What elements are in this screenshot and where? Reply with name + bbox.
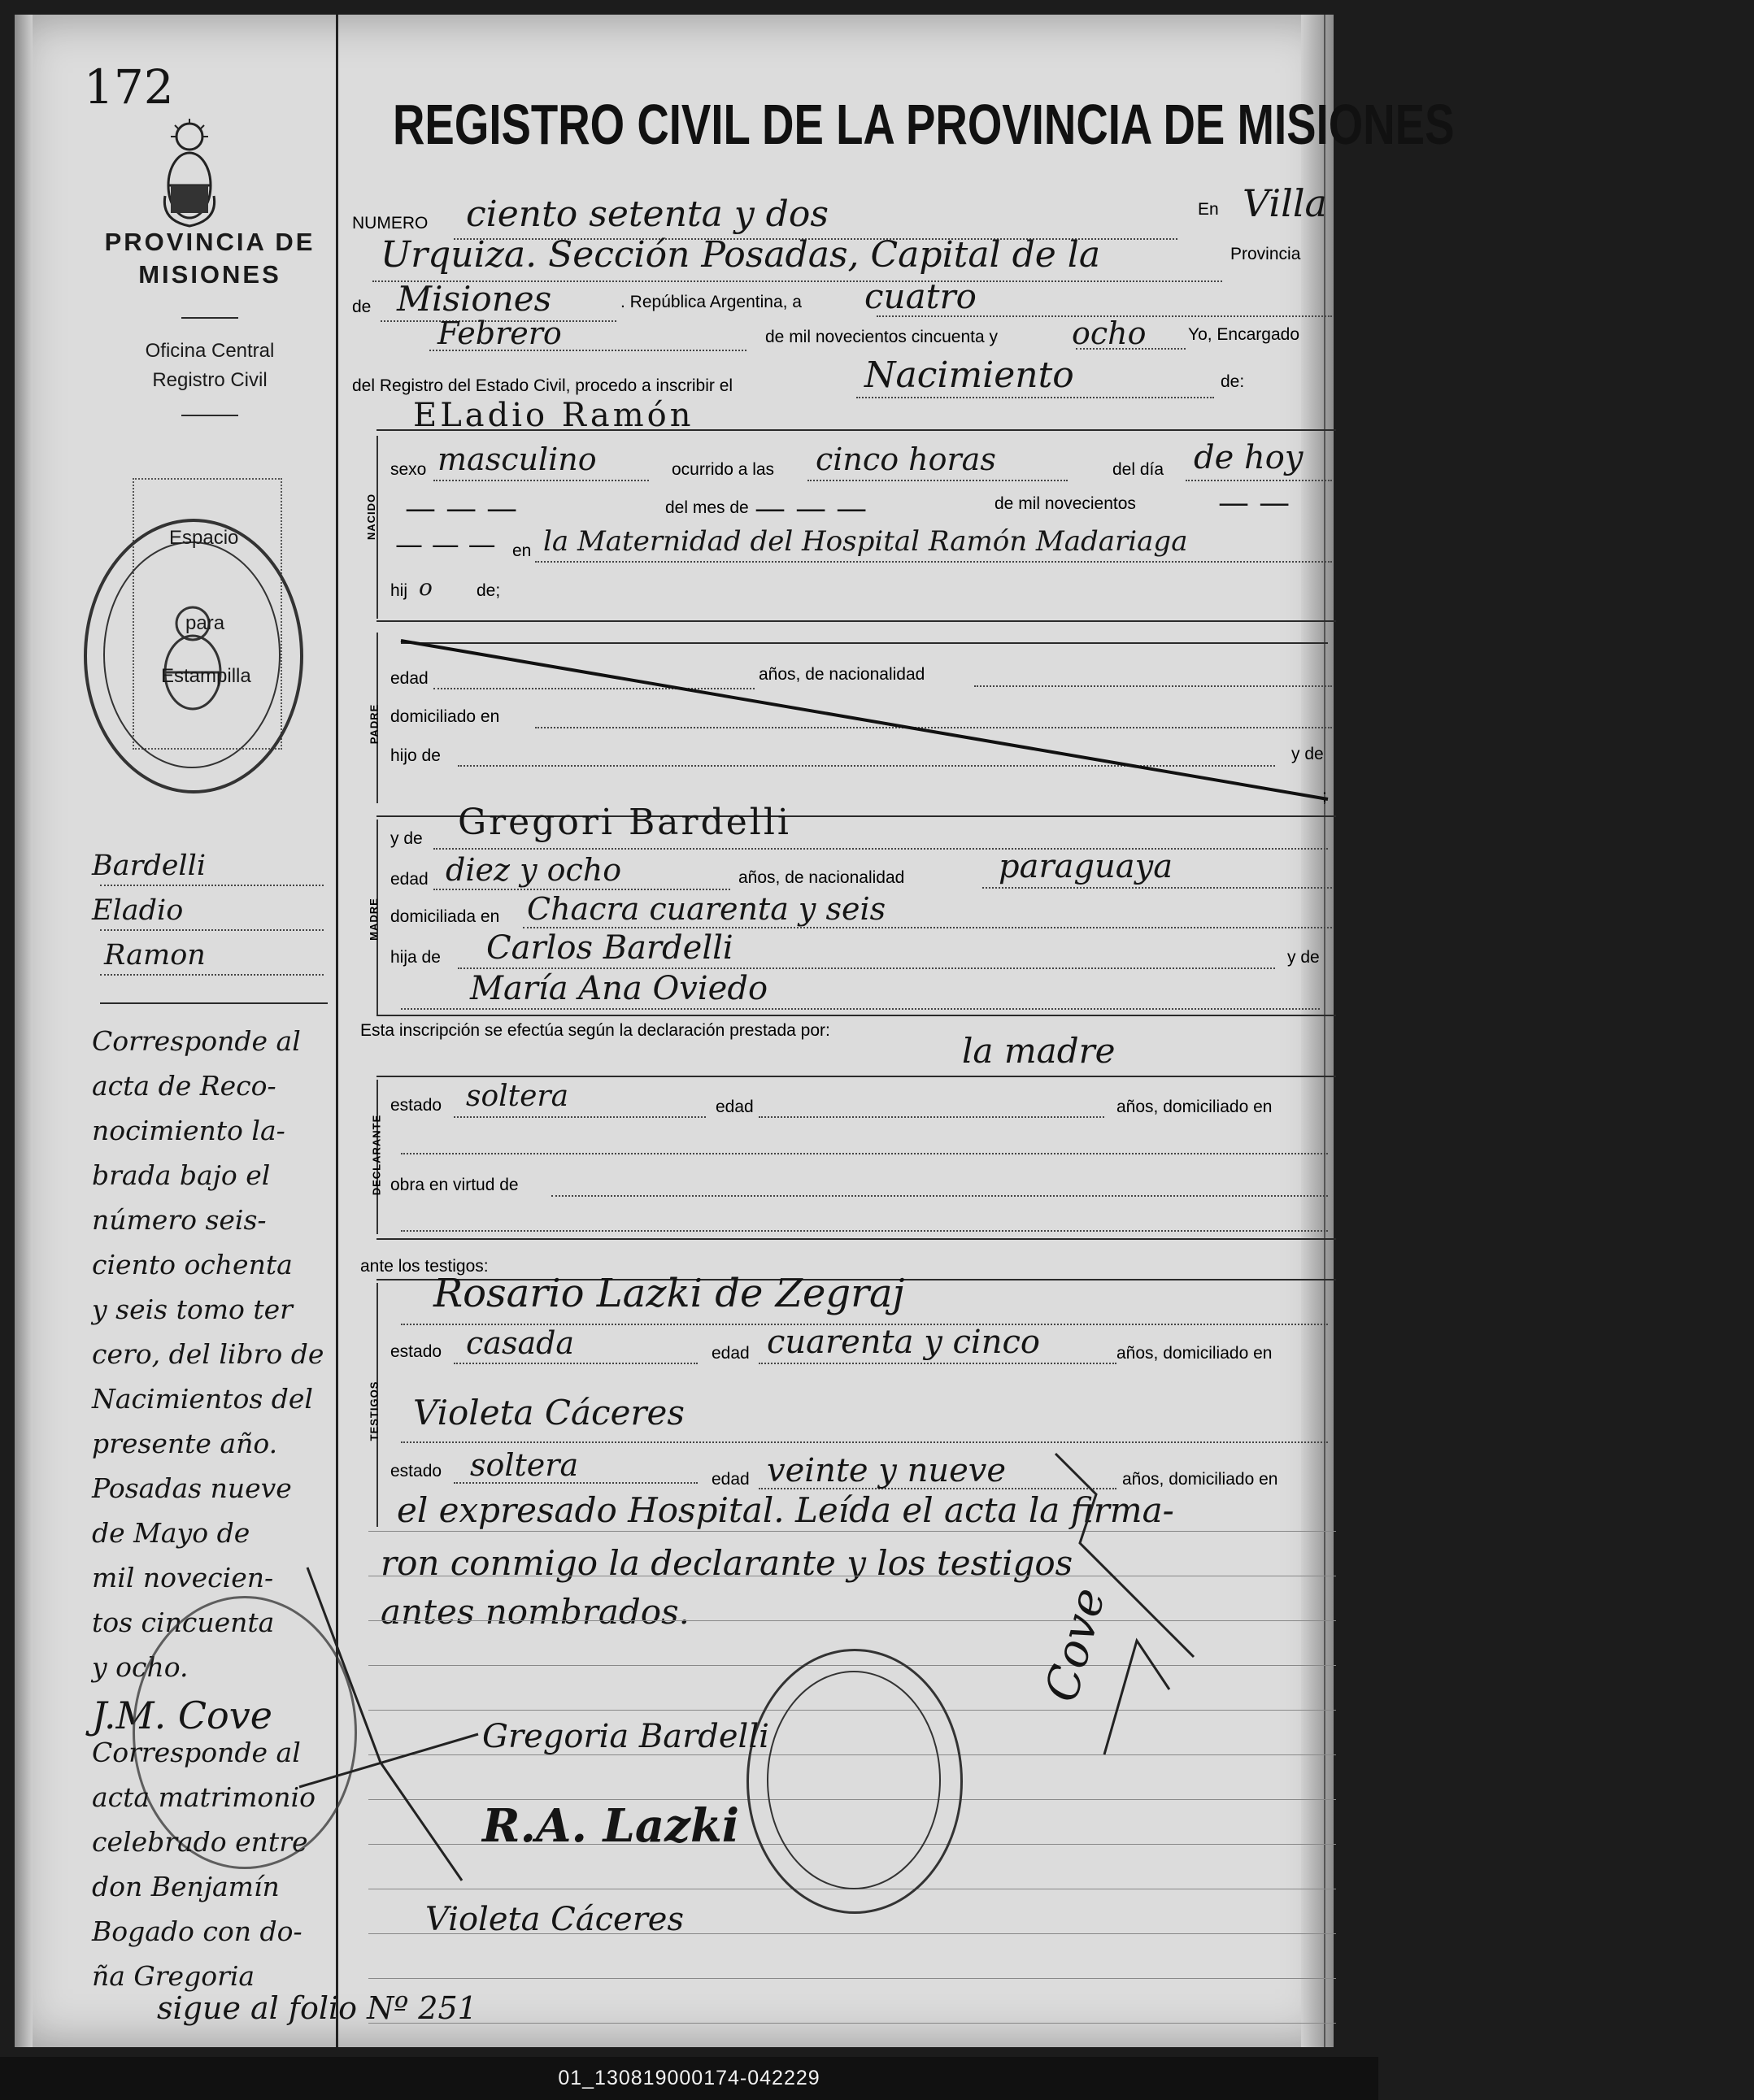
- padre-domicilio-label: domiciliado en: [390, 707, 500, 726]
- divider: [100, 1002, 328, 1004]
- testigo2-nombre: Violeta Cáceres: [413, 1393, 685, 1433]
- declarante-edad-label: edad: [716, 1098, 754, 1116]
- declarante-estado-value: soltera: [466, 1080, 569, 1113]
- divider: [376, 1238, 1336, 1240]
- year-label: de mil novecientos cincuenta y: [765, 328, 998, 346]
- official-seal-lower-right: [746, 1649, 963, 1914]
- declarante-estado-label: estado: [390, 1096, 442, 1115]
- testigo2-estado-label: estado: [390, 1462, 442, 1480]
- testigos-intro-label: ante los testigos:: [360, 1257, 489, 1276]
- divider: [376, 1015, 1336, 1016]
- sexo-value: masculino: [437, 441, 597, 477]
- mes-label: del mes de: [665, 498, 749, 517]
- padre-yde-label: y de: [1291, 745, 1324, 763]
- ocurrido-label: ocurrido a las: [672, 460, 775, 479]
- day-value: cuatro: [864, 276, 977, 316]
- republica-label: . República Argentina, a: [620, 293, 802, 311]
- divider: [376, 620, 1336, 622]
- margin-surname: Bardelli: [92, 850, 207, 882]
- continued-note: sigue al folio Nº 251: [157, 1990, 477, 2026]
- en-label: En: [1198, 200, 1219, 219]
- padre-anios-label: años, de nacionalidad: [759, 665, 925, 684]
- signature-witness-2: Violeta Cáceres: [425, 1901, 685, 1938]
- image-id-footer: 01_130819000174-042229: [0, 2057, 1378, 2100]
- divider: [376, 429, 1336, 431]
- provincia-label: Provincia: [1230, 245, 1301, 263]
- month-value: Febrero: [437, 315, 562, 351]
- closing-line-3: antes nombrados.: [381, 1592, 690, 1632]
- page-number: 172: [84, 59, 174, 115]
- madre-edad-label: edad: [390, 870, 429, 889]
- madre-yde2-label: y de: [1287, 948, 1320, 967]
- padre-section-label: PADRE: [368, 703, 381, 745]
- madre-padre-value: Carlos Bardelli: [486, 929, 733, 967]
- sexo-label: sexo: [390, 460, 427, 479]
- testigos-section-label: TESTIGOS: [368, 1380, 381, 1441]
- madre-nacionalidad-value: paraguaya: [999, 848, 1173, 885]
- de-semicolon-label: de;: [477, 581, 501, 600]
- official-seal: [84, 519, 303, 793]
- mes-value-dash: — — —: [755, 490, 868, 526]
- padre-semicolon: ;: [1322, 787, 1327, 806]
- padre-hijo-label: hijo de: [390, 746, 441, 765]
- obra-label: obra en virtud de: [390, 1176, 519, 1194]
- hijo-label: hij: [390, 581, 408, 600]
- stamp-space-label: Espacio: [169, 527, 239, 549]
- act-type-value: Nacimiento: [864, 354, 1074, 396]
- testigo1-nombre: Rosario Lazki de Zegraj: [433, 1271, 905, 1316]
- de-label: de: [352, 298, 372, 316]
- en-value: Villa: [1243, 181, 1327, 225]
- dia-label: del día: [1112, 460, 1164, 479]
- declarante-value: la madre: [962, 1031, 1116, 1071]
- testigo1-estado-label: estado: [390, 1342, 442, 1361]
- coat-of-arms-icon: [161, 119, 218, 228]
- numero-value: ciento setenta y dos: [466, 193, 829, 235]
- margin-flourish-icon: [283, 1559, 486, 1885]
- divider: [181, 415, 238, 416]
- madre-madre-value: María Ana Oviedo: [470, 970, 768, 1007]
- lugar-dash: — — —: [395, 528, 496, 561]
- testigo2-estado-value: soltera: [470, 1447, 579, 1483]
- testigo1-edad-label: edad: [712, 1344, 750, 1363]
- registrar-flourish-icon: [1047, 1446, 1291, 1771]
- margin-second-name: Ramon: [104, 939, 206, 972]
- cancel-strike-line: [397, 637, 1332, 807]
- testigo1-anios-label: años, domiciliado en: [1116, 1344, 1273, 1363]
- madre-hija-label: hija de: [390, 948, 441, 967]
- mil-label: de mil novecientos: [995, 494, 1136, 513]
- encargado-label: Yo, Encargado: [1188, 325, 1300, 344]
- place-value: la Maternidad del Hospital Ramón Madariaga: [543, 525, 1188, 558]
- book-spine: [15, 15, 33, 2047]
- de-colon-label: de:: [1221, 372, 1245, 391]
- child-name: ELadio Ramón: [413, 397, 694, 434]
- madre-edad-value: diez y ocho: [446, 852, 622, 888]
- divider: [376, 1076, 1336, 1077]
- padre-edad-label: edad: [390, 669, 429, 688]
- testigo2-edad-value: veinte y nueve: [767, 1452, 1007, 1489]
- province-label: PROVINCIA DE: [104, 228, 316, 256]
- dia-value: de hoy: [1194, 439, 1304, 476]
- locality-value: Urquiza. Sección Posadas, Capital de la: [381, 234, 1101, 276]
- province-value: Misiones: [397, 279, 552, 319]
- declarante-anios-label: años, domiciliado en: [1116, 1098, 1273, 1116]
- year-value: ocho: [1072, 315, 1147, 351]
- testigo1-estado-value: casada: [466, 1325, 575, 1361]
- margin-note-signature: J.M. Cove: [92, 1693, 272, 1737]
- closing-line-2: ron conmigo la declarante y los testigos: [381, 1543, 1073, 1583]
- declarante-section-label: DECLARANTE: [370, 1114, 383, 1196]
- document-title: REGISTRO CIVIL DE LA PROVINCIA DE MISIONES: [393, 93, 1455, 156]
- registro-label: del Registro del Estado Civil, procedo a inscribir el: [352, 376, 733, 395]
- stamp-space-label-3: Estampilla: [161, 665, 251, 687]
- en-place-label: en: [512, 541, 532, 560]
- mil-dash: — —: [1218, 485, 1290, 520]
- testigo1-edad-value: cuarenta y cinco: [767, 1324, 1040, 1361]
- testigo2-anios-label: años, domiciliado en: [1122, 1470, 1278, 1489]
- hijo-value: o: [419, 574, 433, 601]
- madre-domicilio-value: Chacra cuarenta y seis: [527, 891, 886, 927]
- madre-nombre: Gregori Bardelli: [458, 802, 791, 843]
- mes-dash: — — —: [405, 490, 518, 526]
- madre-yde-label: y de: [390, 829, 423, 848]
- divider: [181, 317, 238, 319]
- margin-first-name: Eladio: [92, 894, 184, 927]
- signature-witness-1: R.A. Lazki: [482, 1799, 740, 1853]
- nacido-section-label: NACIDO: [365, 493, 378, 541]
- office-label-2: Registro Civil: [152, 369, 268, 391]
- madre-section-label: MADRE: [367, 898, 380, 941]
- right-margin-line: [1324, 15, 1325, 2047]
- province-name: MISIONES: [138, 260, 281, 289]
- numero-label: NUMERO: [352, 214, 429, 233]
- page-edge: [1301, 15, 1334, 2047]
- hora-value: cinco horas: [816, 441, 996, 477]
- office-label: Oficina Central: [145, 340, 275, 362]
- signature-declarante: Gregoria Bardelli: [482, 1718, 769, 1755]
- signature-registrar: Cove: [1035, 1582, 1116, 1707]
- register-page: 172 PROVINCIA DE MISIONES Oficina Central Registro Civil Espacio para Estampilla Bardelli Eladio Ramon Corresponde al acta de Reco- nocimiento la- brada bajo el número seis- ciento ochenta y seis tomo ter cero, del libro de Nacimientos del presente año. Posadas nueve de Mayo de mil novecien- tos cincuenta y ocho. J.M. Cove Corresponde al acta matrimonio celebrado entre don Benjamín Bogado con do- ña Gregoria sigue al folio Nº 251 REGISTRO CIVIL DE LA PROVINCIA DE MISIONES NUMERO ciento setenta y dos En Villa Urquiza. Sección Posadas, Capital de la Provincia de Misiones . República Argentina, a cuatro Febrero de mil novecientos cincuenta y ocho Yo, Encargado del Registro del Estado Civil, procedo a inscribir el Nacimiento de: ELadio Ramón NACIDO sexo masculino ocurrido a las cinco horas del día de hoy — — — del mes de — — — de mil novecientos — — — — — en la Maternidad del Hospital Ramón Madariaga hij o de; PADRE edad años, de nacionalidad domiciliado en hijo de y de ; MADRE y de Gregori Bardelli edad diez y ocho años, de nacionalidad paraguaya domiciliada en Chacra cuarenta y seis hija de Carlos Bardelli y de María Ana Oviedo Esta inscripción se efectúa según la declaración prestada por: la madre DECLARANTE estado soltera edad años, domiciliado en obra en virtud de ante los testigos: TESTIGOS Rosario Lazki de Zegraj estado casada edad cuarenta y cinco años, domiciliado en Violeta Cáceres estado soltera edad veinte y nueve años, domiciliado en el expresado Hospital. Leída el acta la firma- ron conmigo la declarante y los testigos antes nombrados. Gregoria Bardelli R.A. Lazki Violeta Cáceres Cove: [15, 15, 1334, 2047]
- madre-anios-label: años, de nacionalidad: [738, 868, 905, 887]
- testigo2-edad-label: edad: [712, 1470, 750, 1489]
- declarante-intro-label: Esta inscripción se efectúa según la declaración prestada por:: [360, 1021, 830, 1040]
- closing-line-1: el expresado Hospital. Leída el acta la firma-: [397, 1490, 1174, 1530]
- stamp-space-label-2: para: [185, 612, 225, 634]
- madre-domicilio-label: domiciliada en: [390, 907, 500, 926]
